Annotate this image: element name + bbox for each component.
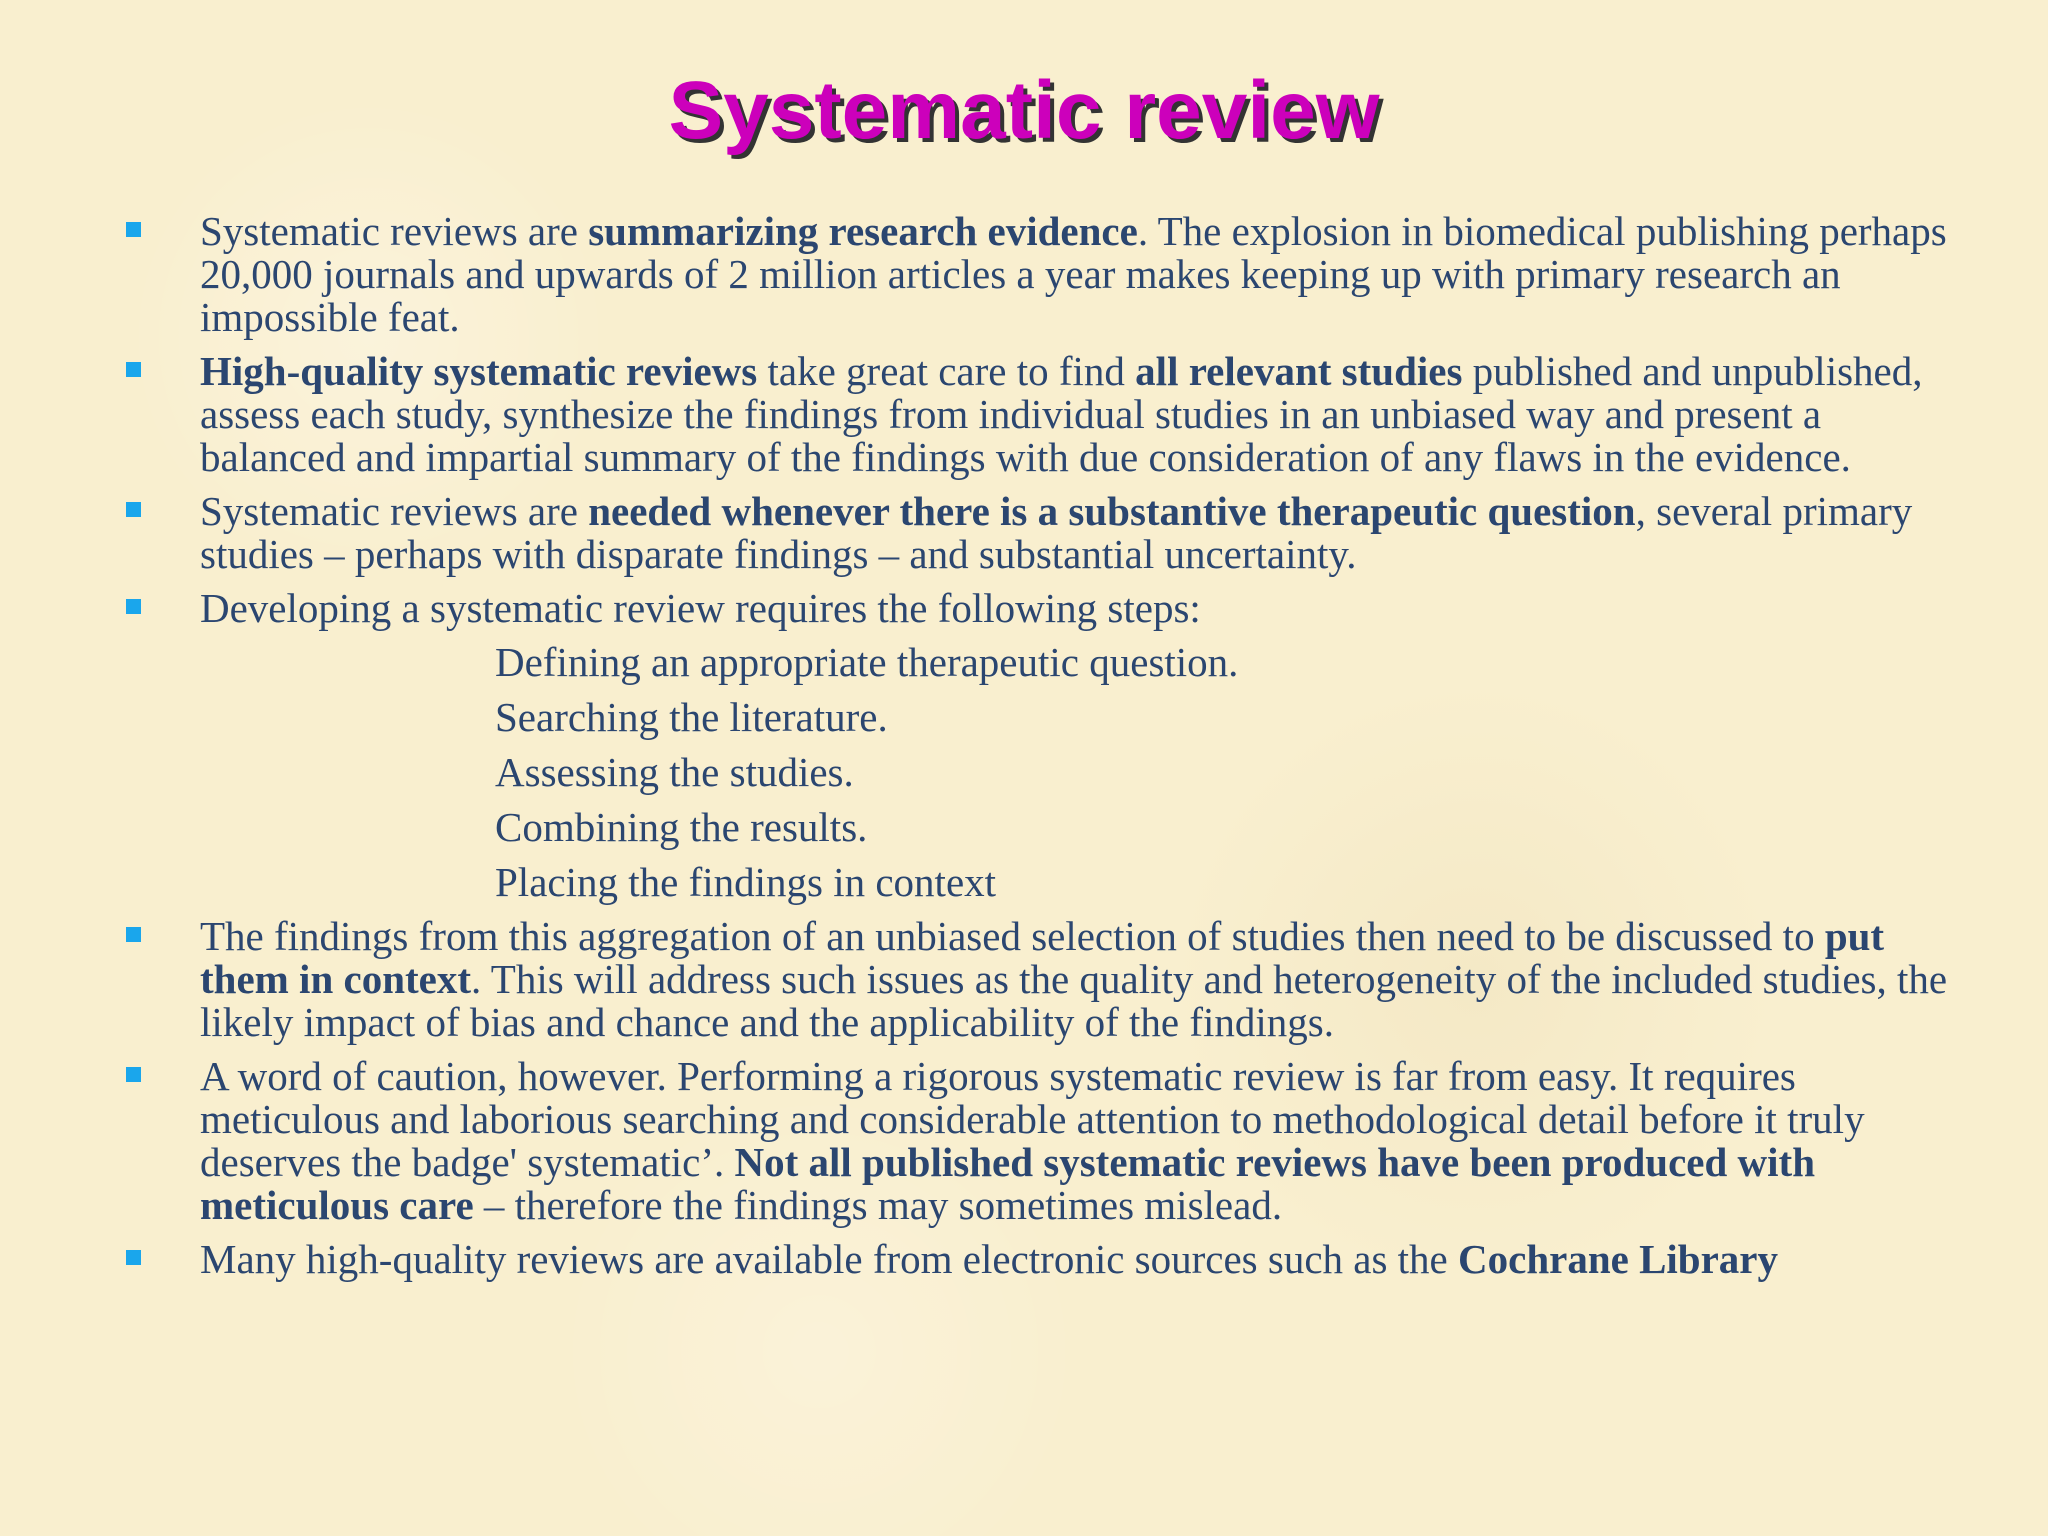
bullet-text: , several primary studies – perhaps with disparate findings – and substantial uncertainty. (200, 488, 1913, 577)
bullet-item-caution (0, 1055, 2048, 1227)
bullet-bold-text: all relevant studies (1135, 348, 1463, 394)
bullet-item-steps (0, 587, 2048, 904)
bullet-item-context (0, 915, 2048, 1044)
bullet-list (0, 210, 2048, 1292)
square-bullet-icon (126, 1250, 141, 1265)
bullet-bold-text: summarizing research evidence (588, 208, 1138, 254)
bullet-item-summarizing (0, 210, 2048, 339)
bullet-item-cochrane (0, 1238, 2048, 1281)
bullet-text: Developing a systematic review requires the following steps: (200, 585, 1201, 631)
bullet-item-high-quality (0, 350, 2048, 479)
bullet-text: . The explosion in biomedical publishing perhaps 20,000 journals and upwards of 2 million articles a year makes keeping up with primary research an impossible feat. (200, 208, 1947, 340)
square-bullet-icon (126, 927, 141, 942)
square-bullet-icon (126, 502, 141, 517)
bullet-item-needed (0, 490, 2048, 576)
bullet-text: A word of caution, however. Performing a rigorous systematic review is far from easy. It requires meticulous and laborious searching and considerable attention to methodological detail before it truly deserves the badge' systematic’. (200, 1053, 1865, 1185)
slide-title: Systematic review (668, 65, 1380, 156)
bullet-bold-text: Not all published systematic reviews have been produced with meticulous care (200, 1139, 1815, 1228)
step-item: Searching the literature. (495, 694, 888, 740)
step-item: Combining the results. (495, 804, 868, 850)
bullet-bold-text: High-quality systematic reviews (200, 348, 758, 394)
bullet-text: Many high-quality reviews are available from electronic sources such as the (200, 1236, 1459, 1282)
bullet-text: Systematic reviews are (200, 208, 589, 254)
step-item: Assessing the studies. (495, 749, 854, 795)
bullet-text: Systematic reviews are (200, 488, 589, 534)
bullet-bold-text: put them in context (200, 913, 1885, 1002)
square-bullet-icon (126, 599, 141, 614)
bullet-text: The findings from this aggregation of an unbiased selection of studies then need to be discussed to (200, 913, 1825, 959)
bullet-text: published and unpublished, assess each study, synthesize the findings from individual studies in an unbiased way and present a balanced and impartial summary of the findings with due consideration of any flaws in the evidence. (200, 348, 1923, 480)
square-bullet-icon (126, 1067, 141, 1082)
steps-list (200, 641, 1968, 904)
bullet-text: take great care to find (757, 348, 1136, 394)
bullet-bold-text: needed whenever there is a substantive therapeutic question (588, 488, 1636, 534)
bullet-text: – therefore the findings may sometimes mislead. (473, 1182, 1283, 1228)
bullet-bold-text: Cochrane Library (1458, 1236, 1779, 1282)
square-bullet-icon (126, 362, 141, 377)
square-bullet-icon (126, 222, 141, 237)
bullet-text: . This will address such issues as the quality and heterogeneity of the included studies, the likely impact of bias and chance and the applicability of the findings. (200, 956, 1948, 1045)
step-item: Placing the findings in context (495, 859, 997, 905)
step-item: Defining an appropriate therapeutic question. (495, 639, 1239, 685)
